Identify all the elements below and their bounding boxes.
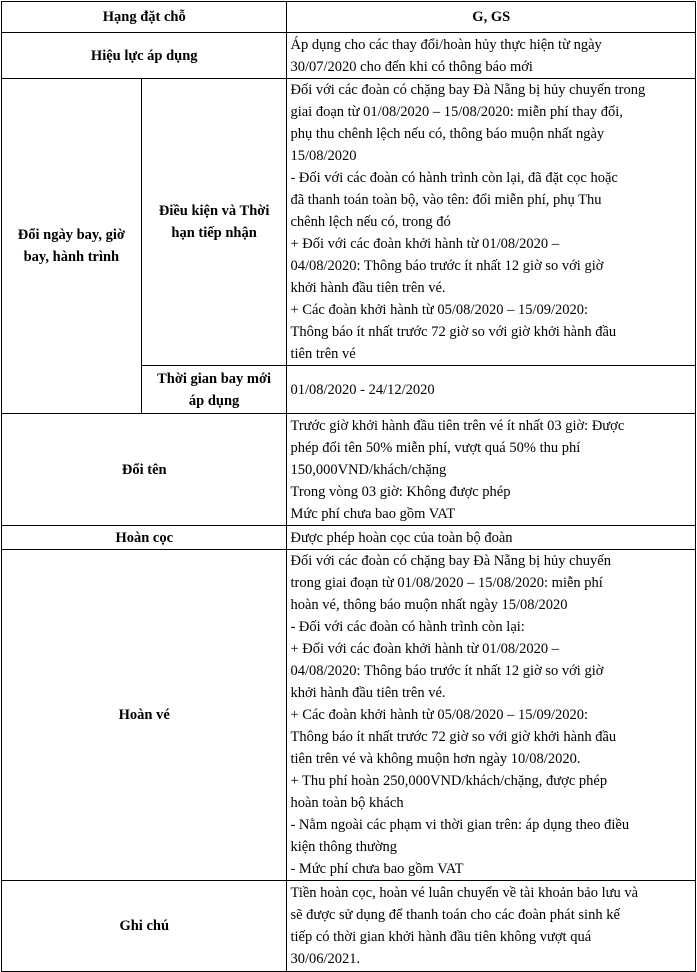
text-line: tiên trên vé [290,346,356,362]
deposit-refund-label: Hoàn cọc [2,526,287,550]
change-label-line: bay, hành trình [23,249,120,265]
text-line: Đối với các đoàn có chặng bay Đà Nẵng bị hủy chuyến [290,553,611,569]
text-line: Tiền hoàn cọc, hoàn vé luân chuyển về tài khoản bảo lưu và [290,885,639,901]
header-label-cell: Hạng đặt chỗ [2,2,287,33]
text-line: 150,000VND/khách/chặng [290,461,447,478]
notes-label: Ghi chú [2,881,287,972]
notes-content [287,881,696,972]
new-time-value: 01/08/2020 - 24/12/2020 [287,366,696,414]
conditions-content [287,79,696,366]
text-line: Trong vòng 03 giờ: Không được phép [290,483,511,500]
rename-content [287,414,696,526]
notes-row [2,881,696,972]
deposit-refund-content [287,526,696,550]
text-line: kiện thông thường [290,839,398,855]
text-line: phụ thu chênh lệch nếu có, thông báo muộn nhất ngày [290,126,605,142]
text-line: trong giai đoạn từ 01/08/2020 – 15/08/2020: miễn phí [290,575,603,591]
header-value-cell: G, GS [287,2,696,33]
text-line: 30/07/2020 cho đến khi có thông báo mới [290,58,533,75]
change-label [2,79,142,414]
text-line: + Thu phí hoàn 250,000VND/khách/chặng, được phép [290,773,608,789]
new-time-label-line: Thời gian bay mới [157,370,272,387]
text-line: khởi hành đầu tiên trên vé. [290,685,446,701]
text-line: hoàn toàn bộ khách [290,795,404,811]
text-line: khởi hành đầu tiên trên vé. [290,280,446,296]
text-line: 04/08/2020: Thông báo trước ít nhất 12 giờ so với giờ [290,258,604,274]
fare-conditions-table [1,1,696,972]
text-line: - Đối với các đoàn có hành trình còn lại, đã đặt cọc hoặc [290,170,618,186]
text-line: chênh lệch nếu có, trong đó [290,214,451,230]
text-line: 04/08/2020: Thông báo trước ít nhất 12 giờ so với giờ [290,663,604,679]
change-label-line: Đổi ngày bay, giờ [17,227,125,243]
text-line: giai đoạn từ 01/08/2020 – 15/08/2020: miễn phí thay đổi, [290,104,623,120]
conditions-label [141,79,287,366]
text-line: + Các đoàn khởi hành từ 05/08/2020 – 15/09/2020: [290,707,589,723]
text-line: Thông báo ít nhất trước 72 giờ so với giờ khởi hành đầu [290,729,617,745]
text-line: - Nằm ngoài các phạm vi thời gian trên: áp dụng theo điều [290,817,630,833]
header-row [2,2,696,33]
text-line: tiên trên vé và không muộn hơn ngày 10/08/2020. [290,751,581,767]
text-line: + Đối với các đoàn khởi hành từ 01/08/2020 – [290,236,560,252]
ticket-refund-content [287,550,696,881]
text-line: Đối với các đoàn có chặng bay Đà Nẵng bị hủy chuyến trong [290,82,646,98]
text-line: phép đổi tên 50% miễn phí, vượt quá 50% thu phí [290,439,581,456]
text-line: Trước giờ khởi hành đầu tiên trên vé ít nhất 03 giờ: Được [290,417,625,434]
text-line: hoàn vé, thông báo muộn nhất ngày 15/08/2020 [290,597,568,613]
text-line: Được phép hoàn cọc của toàn bộ đoàn [290,529,513,546]
validity-content [287,33,696,79]
conditions-label-line: hạn tiếp nhận [171,225,257,241]
text-line: sẽ được sử dụng để thanh toán cho các đoàn phát sinh kế [290,907,620,923]
text-line: Áp dụng cho các thay đổi/hoàn hủy thực hiện từ ngày [290,36,602,53]
conditions-label-line: Điều kiện và Thời [158,203,270,219]
text-line: tiếp có thời gian khởi hành đầu tiên không vượt quá [290,929,592,945]
new-time-label [141,366,287,414]
deposit-refund-row [2,526,696,550]
text-line: - Đối với các đoàn có hành trình còn lại: [290,619,525,635]
rename-label: Đổi tên [2,414,287,526]
ticket-refund-row [2,550,696,881]
validity-label: Hiệu lực áp dụng [2,33,287,79]
ticket-refund-label: Hoàn vé [2,550,287,881]
rename-row [2,414,696,526]
text-line: 15/08/2020 [290,148,357,164]
text-line: - Mức phí chưa bao gồm VAT [290,861,464,877]
validity-row [2,33,696,79]
text-line: + Các đoàn khởi hành từ 05/08/2020 – 15/09/2020: [290,302,589,318]
text-line: 30/06/2021. [290,951,361,967]
new-time-label-line: áp dụng [188,392,240,409]
text-line: đã thanh toán toàn bộ, vào tên: đổi miễn phí, phụ Thu [290,192,602,208]
text-line: + Đối với các đoàn khởi hành từ 01/08/2020 – [290,641,560,657]
text-line: Mức phí chưa bao gồm VAT [290,505,456,522]
text-line: Thông báo ít nhất trước 72 giờ so với giờ khởi hành đầu [290,324,617,340]
change-conditions-row [2,79,696,366]
